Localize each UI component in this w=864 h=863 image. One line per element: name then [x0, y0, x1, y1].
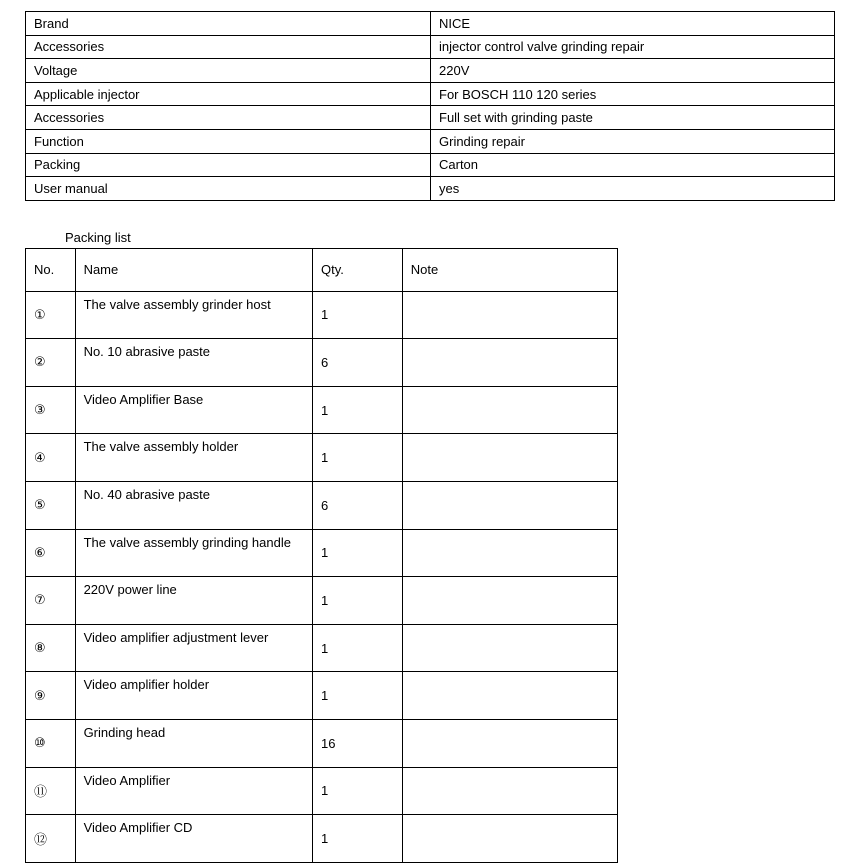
packing-row-note — [402, 672, 617, 720]
packing-row-qty: 1 — [313, 434, 403, 482]
packing-row-name: Video amplifier holder — [75, 672, 312, 720]
packing-row-note — [402, 577, 617, 625]
spec-value: NICE — [431, 12, 835, 36]
circled-number: ⑦ — [34, 593, 46, 609]
spec-key: User manual — [26, 177, 431, 201]
packing-row-name: The valve assembly holder — [75, 434, 312, 482]
circled-number: ⑫ — [34, 832, 48, 848]
packing-row — [26, 339, 618, 387]
packing-row-number — [26, 672, 76, 720]
spec-key: Brand — [26, 12, 431, 36]
packing-row-qty: 1 — [313, 291, 403, 339]
packing-row-name: The valve assembly grinder host — [75, 291, 312, 339]
packing-row-qty: 6 — [313, 339, 403, 387]
packing-row-qty: 1 — [313, 386, 403, 434]
packing-row-number — [26, 767, 76, 815]
packing-row — [26, 434, 618, 482]
spec-key: Applicable injector — [26, 82, 431, 106]
spec-row — [26, 12, 835, 36]
packing-row-name: The valve assembly grinding handle — [75, 529, 312, 577]
spec-value: Carton — [431, 153, 835, 177]
packing-row — [26, 767, 618, 815]
spec-row — [26, 153, 835, 177]
circled-number: ② — [34, 355, 46, 371]
packing-row — [26, 815, 618, 863]
spec-value: Grinding repair — [431, 129, 835, 153]
packing-header-row — [26, 249, 618, 292]
packing-row — [26, 624, 618, 672]
packing-row-number — [26, 577, 76, 625]
packing-row-note — [402, 339, 617, 387]
packing-row-note — [402, 434, 617, 482]
packing-row-number — [26, 719, 76, 767]
spec-value: yes — [431, 177, 835, 201]
packing-row-qty: 16 — [313, 719, 403, 767]
packing-row-qty: 1 — [313, 529, 403, 577]
spec-key: Function — [26, 129, 431, 153]
packing-row-name: Grinding head — [75, 719, 312, 767]
packing-row-number — [26, 481, 76, 529]
packing-row-number — [26, 386, 76, 434]
spec-row — [26, 59, 835, 83]
packing-table — [25, 248, 618, 863]
packing-row — [26, 386, 618, 434]
spec-value: Full set with grinding paste — [431, 106, 835, 130]
packing-row-note — [402, 767, 617, 815]
spec-key: Accessories — [26, 106, 431, 130]
packing-row-number — [26, 339, 76, 387]
packing-row-qty: 1 — [313, 672, 403, 720]
spec-table-body — [26, 12, 835, 201]
packing-list-caption: Packing list — [65, 230, 131, 245]
packing-row — [26, 291, 618, 339]
header-name: Name — [75, 249, 312, 292]
spec-table — [25, 11, 835, 201]
circled-number: ⑨ — [34, 688, 46, 704]
packing-row — [26, 529, 618, 577]
spec-row — [26, 82, 835, 106]
circled-number: ⑥ — [34, 545, 46, 561]
spec-row — [26, 35, 835, 59]
header-no: No. — [26, 249, 76, 292]
packing-row — [26, 672, 618, 720]
header-note: Note — [402, 249, 617, 292]
packing-row-note — [402, 529, 617, 577]
packing-table-body — [26, 249, 618, 863]
spec-row — [26, 106, 835, 130]
packing-row-note — [402, 815, 617, 863]
packing-row-note — [402, 481, 617, 529]
circled-number: ① — [34, 307, 46, 323]
circled-number: ⑩ — [34, 736, 46, 752]
packing-row-number — [26, 815, 76, 863]
spec-row — [26, 129, 835, 153]
spec-value: injector control valve grinding repair — [431, 35, 835, 59]
packing-row — [26, 481, 618, 529]
header-qty: Qty. — [313, 249, 403, 292]
circled-number: ④ — [34, 450, 46, 466]
packing-row-name: Video Amplifier CD — [75, 815, 312, 863]
spec-key: Voltage — [26, 59, 431, 83]
packing-row-name: Video amplifier adjustment lever — [75, 624, 312, 672]
packing-row — [26, 577, 618, 625]
packing-row-name: Video Amplifier — [75, 767, 312, 815]
circled-number: ⑤ — [34, 498, 46, 514]
circled-number: ⑧ — [34, 641, 46, 657]
packing-row-qty: 1 — [313, 624, 403, 672]
packing-row-name: No. 10 abrasive paste — [75, 339, 312, 387]
packing-row-qty: 1 — [313, 577, 403, 625]
spec-key: Accessories — [26, 35, 431, 59]
packing-row-note — [402, 291, 617, 339]
packing-row-note — [402, 624, 617, 672]
packing-row-name: Video Amplifier Base — [75, 386, 312, 434]
circled-number: ③ — [34, 403, 46, 419]
packing-row-note — [402, 386, 617, 434]
spec-value: 220V — [431, 59, 835, 83]
packing-row — [26, 719, 618, 767]
spec-row — [26, 177, 835, 201]
spec-key: Packing — [26, 153, 431, 177]
circled-number: ⑪ — [34, 785, 48, 801]
packing-row-number — [26, 529, 76, 577]
packing-row-number — [26, 434, 76, 482]
packing-row-note — [402, 719, 617, 767]
packing-row-number — [26, 291, 76, 339]
packing-row-name: No. 40 abrasive paste — [75, 481, 312, 529]
spec-value: For BOSCH 110 120 series — [431, 82, 835, 106]
packing-row-qty: 1 — [313, 767, 403, 815]
packing-row-qty: 1 — [313, 815, 403, 863]
packing-row-name: 220V power line — [75, 577, 312, 625]
packing-row-qty: 6 — [313, 481, 403, 529]
packing-row-number — [26, 624, 76, 672]
